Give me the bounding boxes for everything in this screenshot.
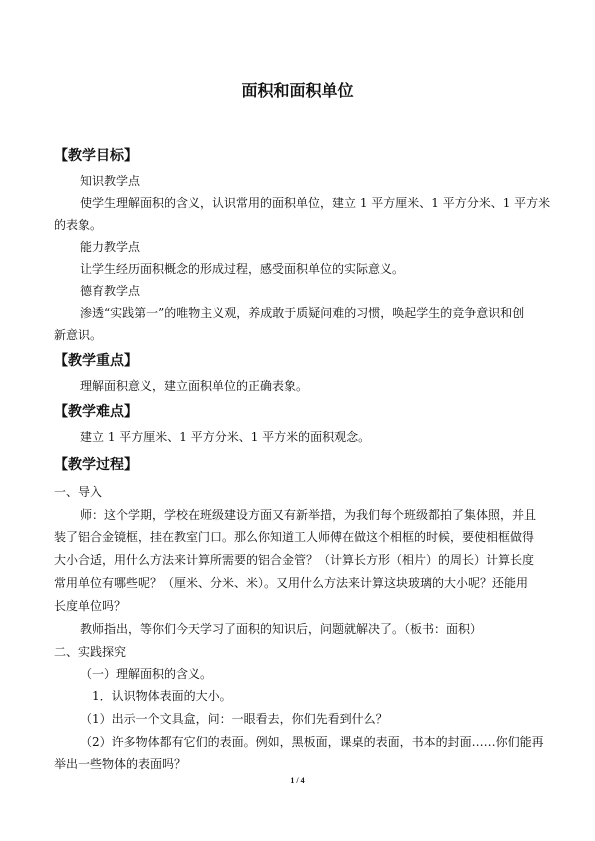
goals-ability-label: 能力教学点 (80, 240, 141, 254)
page-number: 1 / 4 (290, 776, 305, 785)
section-heading-key: 【教学重点】 (54, 353, 138, 369)
goals-knowledge-label: 知识教学点 (80, 174, 141, 188)
process-item: （1）出示一个文具盒，问：一眼看去，你们先看到什么？ (80, 712, 388, 726)
process-intro-line: 常用单位有哪些呢？（厘米、分米、米）。又用什么方法来计算这块玻璃的大小呢？还能用 (54, 576, 529, 590)
section-heading-difficulty: 【教学难点】 (54, 404, 138, 420)
key-line: 理解面积意义，建立面积单位的正确表象。 (80, 379, 309, 393)
process-item: 举出一些物体的表面吗？ (54, 757, 187, 771)
goals-moral-line: 新意识。 (54, 328, 103, 342)
process-intro-line: 装了铝合金镜框，挂在教室门口。那么你知道工人师傅在做这个相框的时候，要使相框做得 (54, 530, 535, 544)
process-subsection-item: 1．认识物体表面的大小。 (92, 689, 232, 703)
difficulty-line: 建立 1 平方厘米、1 平方分米、1 平方米的面积观念。 (80, 430, 371, 444)
goals-knowledge-line: 的表象。 (54, 218, 103, 232)
goals-moral-label: 德育教学点 (80, 284, 141, 298)
page-title: 面积和面积单位 (241, 81, 354, 100)
process-intro-line: 大小合适，用什么方法来计算所需要的铝合金管？（计算长方形（相片）的周长）计算长度 (54, 553, 535, 567)
section-heading-goals: 【教学目标】 (54, 148, 138, 164)
process-subsection: （一）理解面积的含义。 (80, 667, 213, 681)
goals-ability-line: 让学生经历面积概念的形成过程，感受面积单位的实际意义。 (80, 262, 405, 276)
goals-moral-line: 渗透“实践第一”的唯物主义观，养成敢于质疑问难的习惯，唤起学生的竞争意识和创 (80, 306, 525, 320)
process-item: （2）许多物体都有它们的表面。例如，黑板面，课桌的表面，书本的封面……你们能再 (80, 735, 544, 749)
process-intro-line: 师：这个学期，学校在班级建设方面又有新举措，为我们每个班级都拍了集体照，并且 (80, 508, 537, 522)
section-heading-process: 【教学过程】 (54, 457, 138, 473)
process-intro-line: 长度单位吗？ (54, 599, 127, 613)
goals-knowledge-line: 使学生理解面积的含义，认识常用的面积单位，建立 1 平方厘米、1 平方分米、1 平方米 (80, 196, 551, 210)
process-practice-label: 二、实践探究 (54, 645, 127, 659)
process-teacher-line: 教师指出，等你们今天学习了面积的知识后，问题就解决了。（板书：面积） (80, 622, 483, 636)
process-intro-label: 一、导入 (54, 485, 103, 499)
